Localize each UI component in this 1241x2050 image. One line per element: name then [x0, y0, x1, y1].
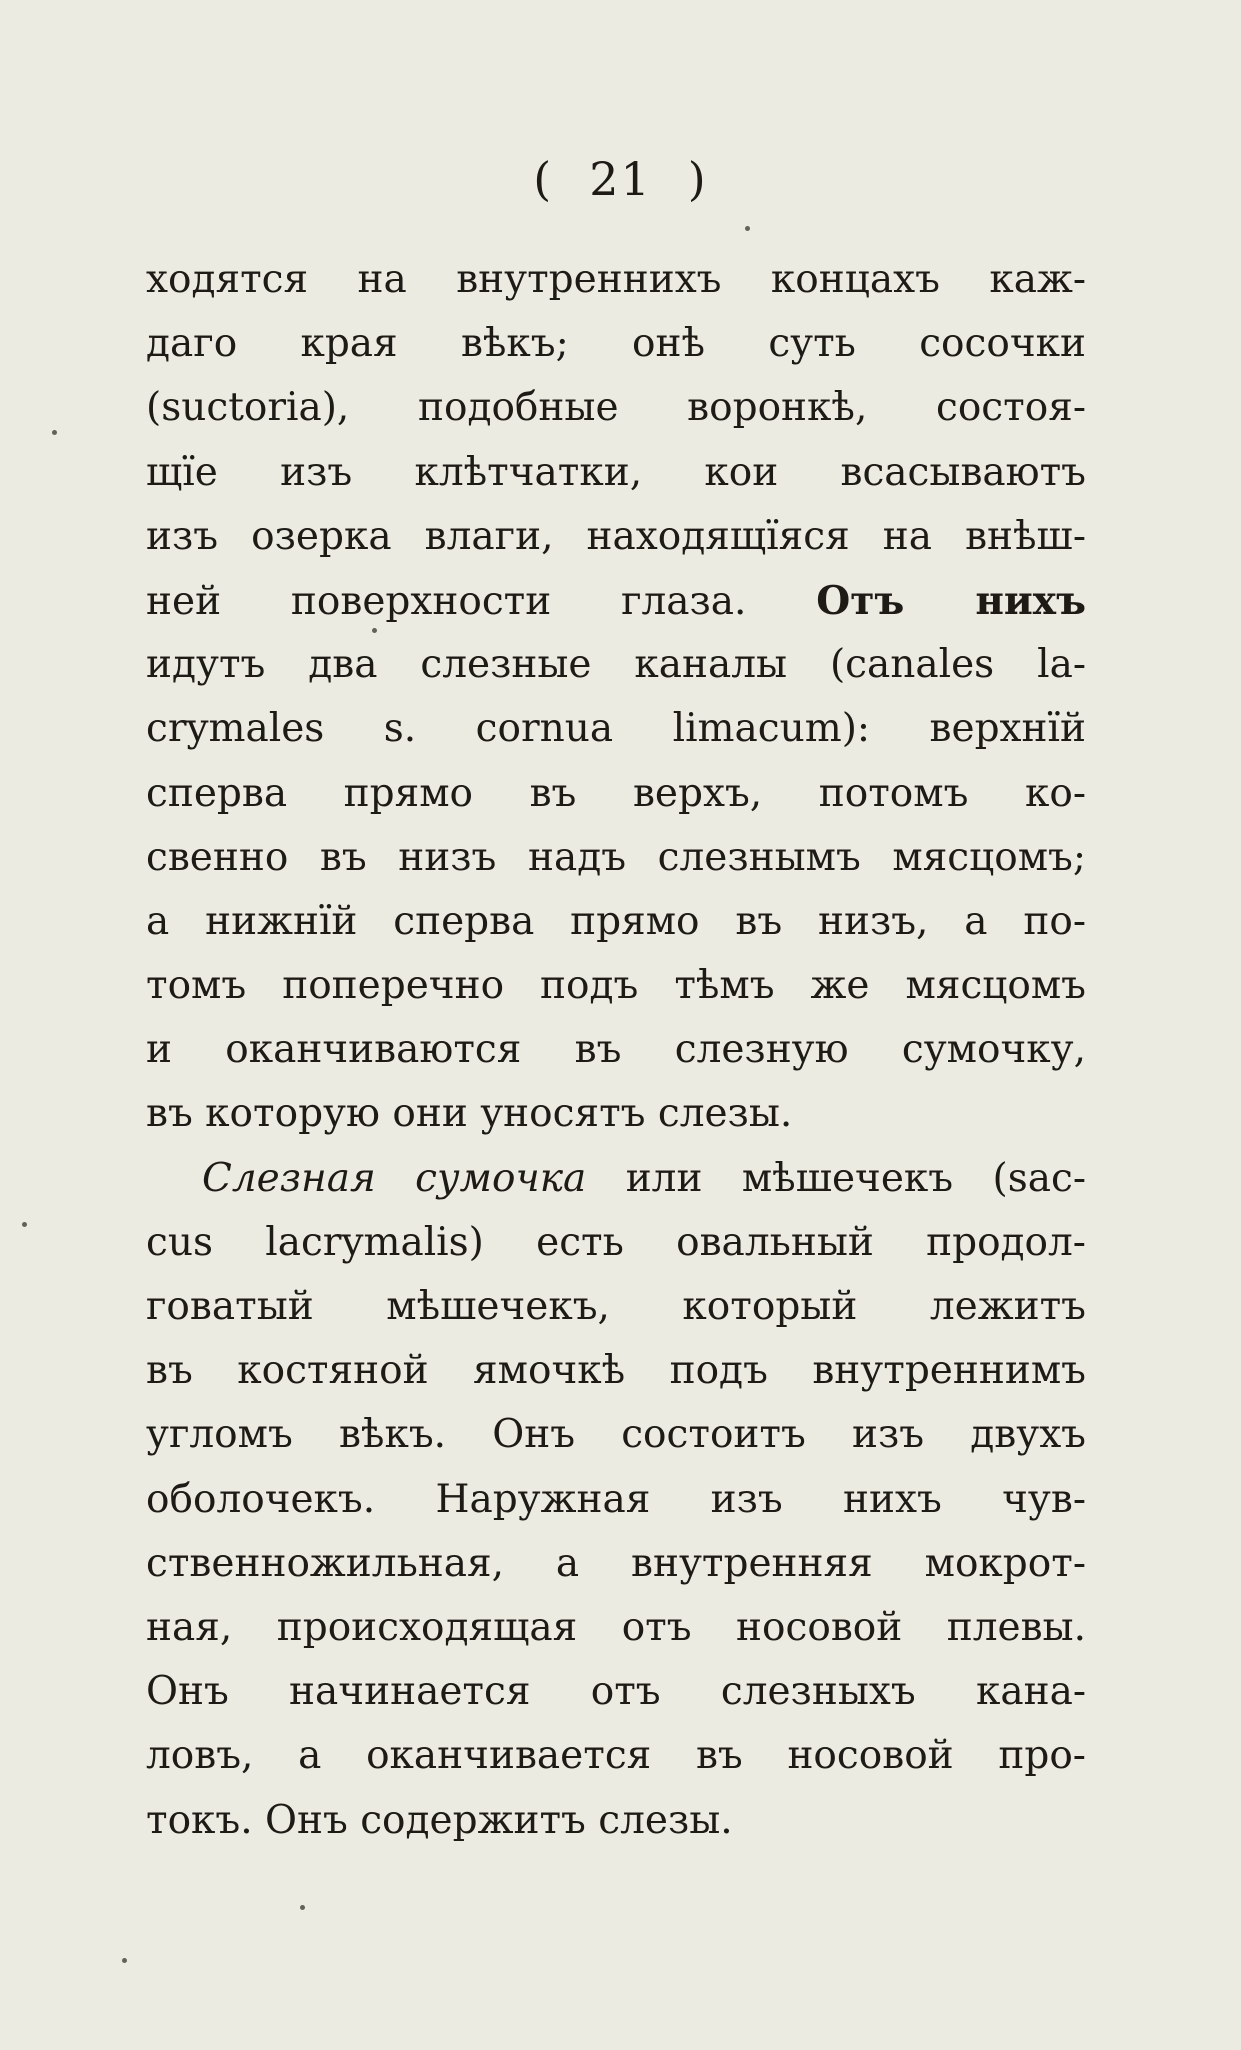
- text-line: свенно въ низъ надъ слезнымъ мясцомъ;: [146, 834, 1086, 880]
- text-line: (suctoria), подобные воронкѣ, состоя-: [146, 385, 1086, 431]
- paragraph-1: [146, 248, 1086, 1147]
- text-line: ственножильная, а внутренняя мокрот-: [146, 1540, 1086, 1586]
- text-line: ходятся на внутреннихъ концахъ каж-: [146, 257, 1086, 302]
- text-line: въ которую они уносятъ слезы.: [146, 1091, 793, 1137]
- text-line: идутъ два слезные каналы (canales la-: [146, 642, 1086, 688]
- text-line: въ костяной ямочкѣ подъ внутреннимъ: [146, 1348, 1086, 1394]
- paper-speck: [372, 628, 377, 633]
- text-line: токъ. Онъ содержитъ слезы.: [146, 1797, 733, 1843]
- text-line: ней поверхности глаза. Отъ нихъ: [146, 577, 1086, 624]
- text-line: угломъ вѣкъ. Онъ состоитъ изъ двухъ: [146, 1412, 1086, 1458]
- text-line: ловъ, а оканчивается въ носовой про-: [146, 1733, 1086, 1779]
- text-line: Слезная сумочка или мѣшечекъ (sac-: [202, 1155, 1086, 1201]
- text-line: изъ озерка влаги, находящїяся на внѣш-: [146, 513, 1086, 559]
- paper-speck: [122, 1958, 127, 1963]
- text-line: ная, происходящая отъ носовой плевы.: [146, 1604, 1086, 1650]
- text-line: томъ поперечно подъ тѣмъ же мясцомъ: [146, 963, 1086, 1009]
- emphasis-bold: Отъ нихъ: [816, 577, 1086, 624]
- text-line: а нижнїй сперва прямо въ низъ, а по-: [146, 898, 1086, 944]
- page-number-value: 21: [589, 152, 652, 206]
- text-line: cus lacrymalis) есть овальный продол-: [146, 1219, 1086, 1265]
- paper-speck: [22, 1222, 27, 1227]
- body-text: [146, 248, 1086, 1853]
- paper-speck: [52, 430, 57, 435]
- text-line: оболочекъ. Наружная изъ нихъ чув-: [146, 1476, 1086, 1522]
- text-line: Онъ начинается отъ слезныхъ кана-: [146, 1669, 1086, 1715]
- paragraph-2: [146, 1147, 1086, 1853]
- emphasis-italic: Слезная сумочка: [202, 1155, 587, 1201]
- text-line: щїе изъ клѣтчатки, кои всасываютъ: [146, 449, 1086, 495]
- page-number: ( 21 ): [533, 152, 708, 206]
- text-line: говатый мѣшечекъ, который лежитъ: [146, 1284, 1086, 1329]
- paper-speck: [300, 1905, 305, 1910]
- paper-speck: [745, 226, 750, 231]
- text-line: и оканчиваются въ слезную сумочку,: [146, 1027, 1086, 1073]
- text-line: сперва прямо въ верхъ, потомъ ко-: [146, 770, 1086, 816]
- text-line: crymales s. cornua limacum): верхнїй: [146, 706, 1086, 752]
- text-line: даго края вѣкъ; онѣ суть сосочки: [146, 321, 1086, 367]
